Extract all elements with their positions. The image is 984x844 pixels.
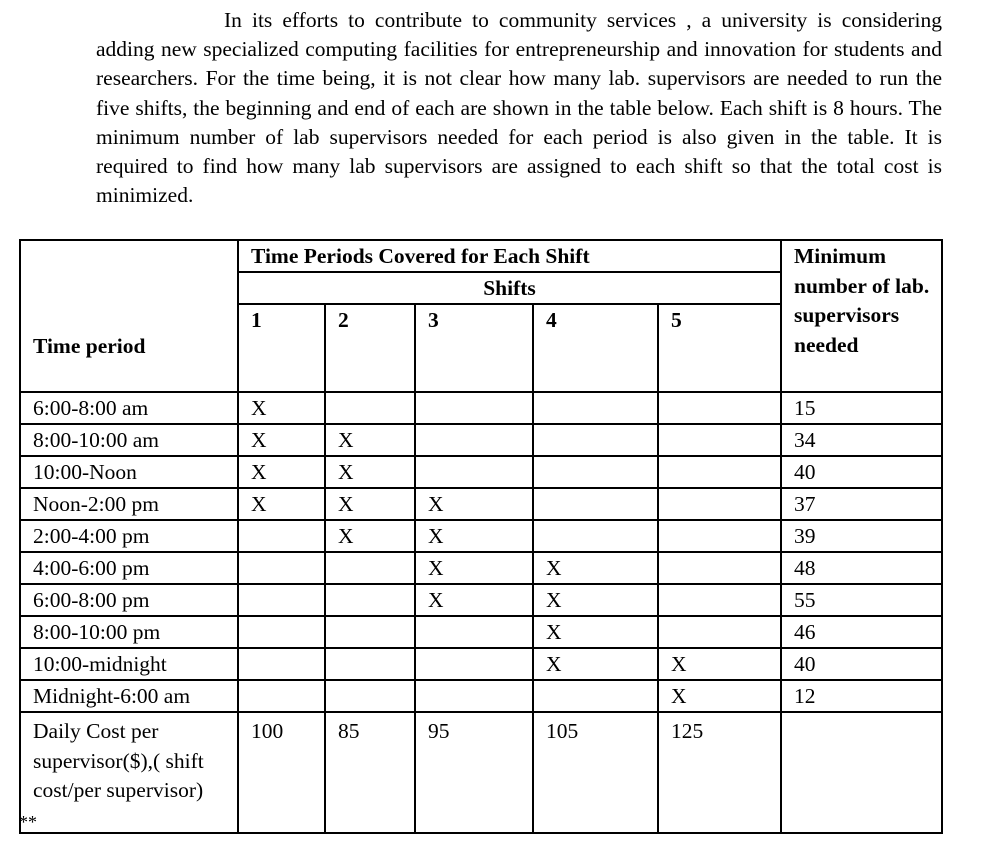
empty-cost-cell: [781, 712, 942, 833]
shift-3-coverage-cell: [415, 424, 533, 456]
shift-1-coverage-cell: [238, 648, 325, 680]
shift-5-coverage-cell: [658, 456, 781, 488]
table-row: [20, 680, 942, 712]
minimum-supervisors-cell: 15: [781, 392, 942, 424]
shift-3-coverage-cell: [415, 616, 533, 648]
time-period-header: Time period: [20, 240, 238, 392]
shift-2-cost: 85: [325, 712, 415, 833]
problem-text: In its efforts to contribute to community services , a university is considering adding new specialized computing facilities for entrepreneurship and innovation for students and researchers. For the time being, it is not clear how many lab. supervisors are needed to run the five shifts, the beginning and end of each are shown in the table below. Each shift is 8 hours. The minimum number of lab supervisors needed for each period is also given in the table. It is required to find how many lab supervisors are assigned to each shift so that the total cost is minimized.: [96, 8, 942, 208]
minimum-supervisors-cell: 46: [781, 616, 942, 648]
shift-5-coverage-cell: X: [658, 648, 781, 680]
minimum-supervisors-cell: 39: [781, 520, 942, 552]
minimum-supervisors-cell: 12: [781, 680, 942, 712]
time-period-cell: 6:00-8:00 am: [20, 392, 238, 424]
shift-2-coverage-cell: [325, 552, 415, 584]
shift-3-coverage-cell: [415, 456, 533, 488]
cost-row: [20, 712, 942, 833]
time-period-cell: 6:00-8:00 pm: [20, 584, 238, 616]
shift-3-coverage-cell: X: [415, 488, 533, 520]
shift-2-coverage-cell: X: [325, 456, 415, 488]
minimum-supervisors-cell: 37: [781, 488, 942, 520]
shift-1-coverage-cell: [238, 552, 325, 584]
time-period-cell: Midnight-6:00 am: [20, 680, 238, 712]
shift-4-coverage-cell: [533, 392, 658, 424]
shift-2-coverage-cell: [325, 616, 415, 648]
minimum-supervisors-header: Minimum number of lab. supervisors needed: [781, 240, 942, 392]
shift-3-coverage-cell: [415, 648, 533, 680]
shift-4-coverage-cell: X: [533, 552, 658, 584]
shift-5-coverage-cell: [658, 616, 781, 648]
shift-3-cost: 95: [415, 712, 533, 833]
footnote-marker: **: [19, 812, 37, 832]
shift-5-coverage-cell: [658, 552, 781, 584]
table-row: [20, 552, 942, 584]
shift-4-cost: 105: [533, 712, 658, 833]
shift-1-coverage-cell: X: [238, 392, 325, 424]
shift-1-coverage-cell: [238, 680, 325, 712]
shift-3-coverage-cell: X: [415, 584, 533, 616]
shift-4-coverage-cell: X: [533, 648, 658, 680]
shift-1-coverage-cell: [238, 616, 325, 648]
shift-1-coverage-cell: [238, 584, 325, 616]
shift-4-coverage-cell: [533, 520, 658, 552]
shift-5-coverage-cell: [658, 520, 781, 552]
shift-5-coverage-cell: [658, 488, 781, 520]
time-period-cell: 10:00-midnight: [20, 648, 238, 680]
shift-2-coverage-cell: [325, 680, 415, 712]
table-row: [20, 424, 942, 456]
minimum-supervisors-cell: 34: [781, 424, 942, 456]
shift-1-cost: 100: [238, 712, 325, 833]
shift-2-coverage-cell: [325, 392, 415, 424]
shift-number-3: 3: [415, 304, 533, 392]
table-row: [20, 392, 942, 424]
shift-3-coverage-cell: [415, 392, 533, 424]
shift-5-coverage-cell: [658, 424, 781, 456]
shift-number-4: 4: [533, 304, 658, 392]
shift-4-coverage-cell: [533, 456, 658, 488]
problem-statement: [96, 6, 942, 210]
shift-2-coverage-cell: [325, 584, 415, 616]
shift-3-coverage-cell: X: [415, 520, 533, 552]
time-period-cell: 10:00-Noon: [20, 456, 238, 488]
shift-4-coverage-cell: X: [533, 616, 658, 648]
minimum-supervisors-cell: 40: [781, 456, 942, 488]
shift-4-coverage-cell: [533, 488, 658, 520]
time-period-cell: 2:00-4:00 pm: [20, 520, 238, 552]
shift-4-coverage-cell: [533, 680, 658, 712]
table-row: [20, 648, 942, 680]
shift-2-coverage-cell: X: [325, 488, 415, 520]
table-row: [20, 584, 942, 616]
cost-label: Daily Cost per supervisor($),( shift cost/per supervisor): [20, 712, 238, 833]
shift-4-coverage-cell: X: [533, 584, 658, 616]
shift-number-1: 1: [238, 304, 325, 392]
time-period-cell: 8:00-10:00 pm: [20, 616, 238, 648]
time-period-cell: Noon-2:00 pm: [20, 488, 238, 520]
shift-coverage-table: [19, 239, 943, 834]
shift-2-coverage-cell: X: [325, 520, 415, 552]
shift-3-coverage-cell: X: [415, 552, 533, 584]
shift-1-coverage-cell: X: [238, 456, 325, 488]
table-row: [20, 456, 942, 488]
shift-3-coverage-cell: [415, 680, 533, 712]
shift-4-coverage-cell: [533, 424, 658, 456]
time-period-cell: 8:00-10:00 am: [20, 424, 238, 456]
shift-5-coverage-cell: [658, 584, 781, 616]
shifts-header: Shifts: [238, 272, 781, 304]
shift-1-coverage-cell: [238, 520, 325, 552]
table-row: [20, 520, 942, 552]
shift-1-coverage-cell: X: [238, 424, 325, 456]
minimum-supervisors-cell: 55: [781, 584, 942, 616]
time-period-cell: 4:00-6:00 pm: [20, 552, 238, 584]
shift-5-coverage-cell: X: [658, 680, 781, 712]
table-row: [20, 488, 942, 520]
shift-number-5: 5: [658, 304, 781, 392]
shift-5-coverage-cell: [658, 392, 781, 424]
table-row: [20, 616, 942, 648]
shift-2-coverage-cell: [325, 648, 415, 680]
shift-5-cost: 125: [658, 712, 781, 833]
minimum-supervisors-cell: 48: [781, 552, 942, 584]
shift-2-coverage-cell: X: [325, 424, 415, 456]
shift-number-2: 2: [325, 304, 415, 392]
minimum-supervisors-cell: 40: [781, 648, 942, 680]
shift-1-coverage-cell: X: [238, 488, 325, 520]
group-header: Time Periods Covered for Each Shift: [238, 240, 781, 272]
